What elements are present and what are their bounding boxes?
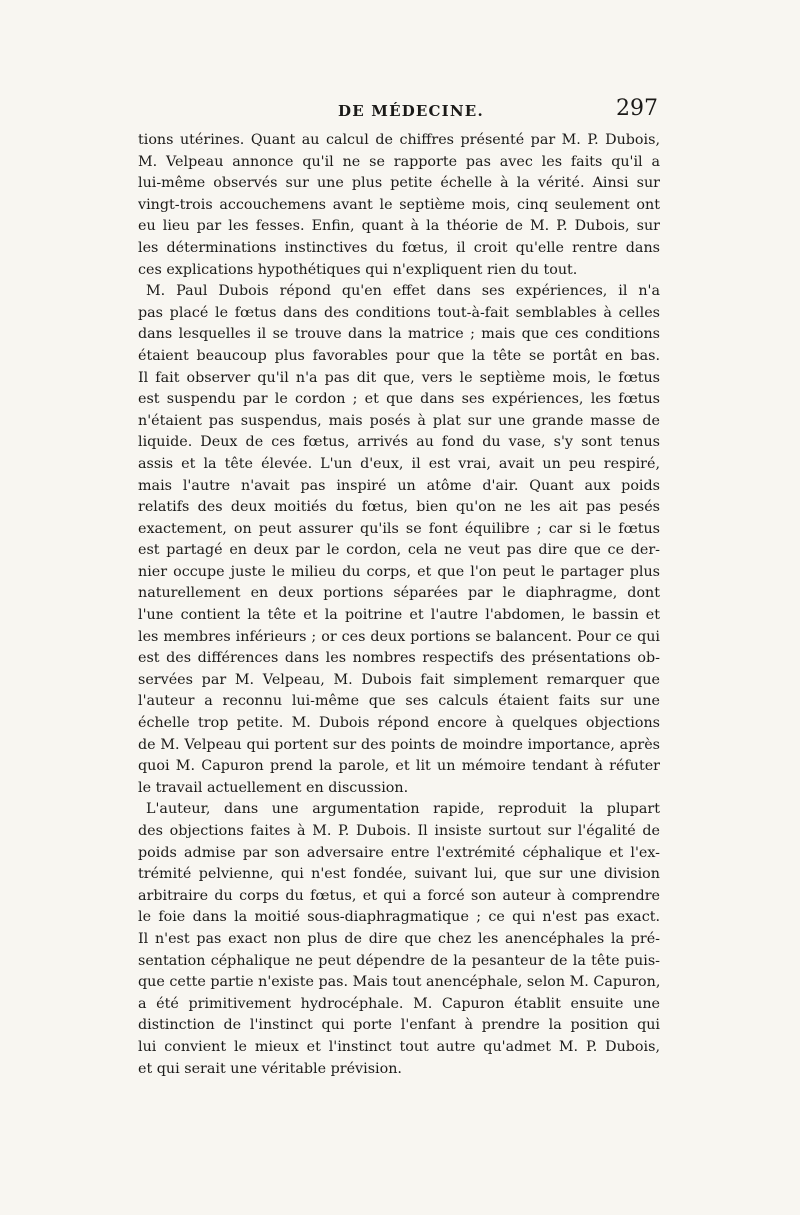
text-line: est des différences dans les nombres respectifs des présentations ob- xyxy=(138,650,660,667)
text-line: le travail actuellement en discussion. xyxy=(138,779,409,796)
text-line: dans lesquelles il se trouve dans la matrice ; mais que ces conditions xyxy=(138,326,660,343)
text-line: est suspendu par le cordon ; et que dans ses expériences, les fœtus xyxy=(138,391,660,408)
text-line: les déterminations instinctives du fœtus, il croit qu'elle rentre dans xyxy=(138,239,660,256)
text-line: mais l'autre n'avait pas inspiré un atôme d'air. Quant aux poids xyxy=(138,477,660,494)
text-line: relatifs des deux moitiés du fœtus, bien qu'on ne les ait pas pesés xyxy=(138,499,660,516)
text-line: M. Velpeau annonce qu'il ne se rapporte pas avec les faits qu'il a xyxy=(138,153,660,170)
text-line: et qui serait une véritable prévision. xyxy=(138,1060,402,1077)
text-line: vingt-trois accouchemens avant le septième mois, cinq seulement ont xyxy=(138,196,660,213)
text-line: l'auteur a reconnu lui-même que ses calculs étaient faits sur une xyxy=(138,693,660,710)
text-line: des objections faites à M. P. Dubois. Il insiste surtout sur l'égalité de xyxy=(138,823,660,839)
text-line: de M. Velpeau qui portent sur des points de moindre importance, après xyxy=(138,736,660,753)
text-line: a été primitivement hydrocéphale. M. Capuron établit ensuite une xyxy=(138,995,660,1012)
text-line: liquide. Deux de ces fœtus, arrivés au fond du vase, s'y sont tenus xyxy=(138,434,660,451)
text-line: arbitraire du corps du fœtus, et qui a forcé son auteur à comprendre xyxy=(138,887,660,904)
running-head-title: DE MÉDECINE. xyxy=(338,102,484,120)
page-number: 297 xyxy=(616,96,658,121)
text-line: étaient beaucoup plus favorables pour que la tête se portât en bas. xyxy=(138,347,660,364)
text-line: servées par M. Velpeau, M. Dubois fait simplement remarquer que xyxy=(138,671,660,688)
text-line: M. Paul Dubois répond qu'en effet dans ses expériences, il n'a xyxy=(146,283,660,300)
text-line: sentation céphalique ne peut dépendre de la pesanteur de la tête puis- xyxy=(138,952,660,969)
text-line: pas placé le fœtus dans des conditions tout-à-fait semblables à celles xyxy=(138,304,660,321)
text-line: Il n'est pas exact non plus de dire que chez les anencéphales la pré- xyxy=(138,930,660,947)
text-line: ces explications hypothétiques qui n'expliquent rien du tout. xyxy=(138,261,578,278)
text-line: tions utérines. Quant au calcul de chiffres présenté par M. P. Dubois, xyxy=(138,132,660,148)
text-line: que cette partie n'existe pas. Mais tout anencéphale, selon M. Capuron, xyxy=(138,974,660,991)
text-line: poids admise par son adversaire entre l'extrémité céphalique et l'ex- xyxy=(138,844,660,861)
text-line: exactement, on peut assurer qu'ils se font équilibre ; car si le fœtus xyxy=(138,520,660,537)
text-line: les membres inférieurs ; or ces deux portions se balancent. Pour ce qui xyxy=(138,628,660,645)
text-line: Il fait observer qu'il n'a pas dit que, vers le septième mois, le fœtus xyxy=(138,369,660,386)
text-line: distinction de l'instinct qui porte l'enfant à prendre la position qui xyxy=(138,1017,660,1034)
text-line: nier occupe juste le milieu du corps, et que l'on peut le partager plus xyxy=(138,563,660,580)
running-head xyxy=(138,96,658,130)
text-line: échelle trop petite. M. Dubois répond encore à quelques objections xyxy=(138,715,660,732)
text-line: lui-même observés sur une plus petite échelle à la vérité. Ainsi sur xyxy=(138,175,660,192)
text-line: eu lieu par les fesses. Enfin, quant à la théorie de M. P. Dubois, sur xyxy=(138,218,660,235)
text-line: lui convient le mieux et l'instinct tout autre qu'admet M. P. Dubois, xyxy=(138,1038,660,1055)
text-line: est partagé en deux par le cordon, cela ne veut pas dire que ce der- xyxy=(138,542,660,559)
text-line: n'étaient pas suspendus, mais posés à plat sur une grande masse de xyxy=(138,412,660,429)
text-line: l'une contient la tête et la poitrine et l'autre l'abdomen, le bassin et xyxy=(138,607,660,624)
text-line: quoi M. Capuron prend la parole, et lit un mémoire tendant à réfuter xyxy=(138,758,660,775)
text-line: assis et la tête élevée. L'un d'eux, il est vrai, avait un peu respiré, xyxy=(138,455,660,472)
text-line: L'auteur, dans une argumentation rapide, reproduit la plupart xyxy=(146,801,660,818)
text-line: naturellement en deux portions séparées par le diaphragme, dont xyxy=(138,585,660,602)
text-line: trémité pelvienne, qui n'est fondée, suivant lui, que sur une division xyxy=(138,866,660,883)
text-line: le foie dans la moitié sous-diaphragmatique ; ce qui n'est pas exact. xyxy=(138,909,660,926)
body-text xyxy=(138,130,660,1080)
